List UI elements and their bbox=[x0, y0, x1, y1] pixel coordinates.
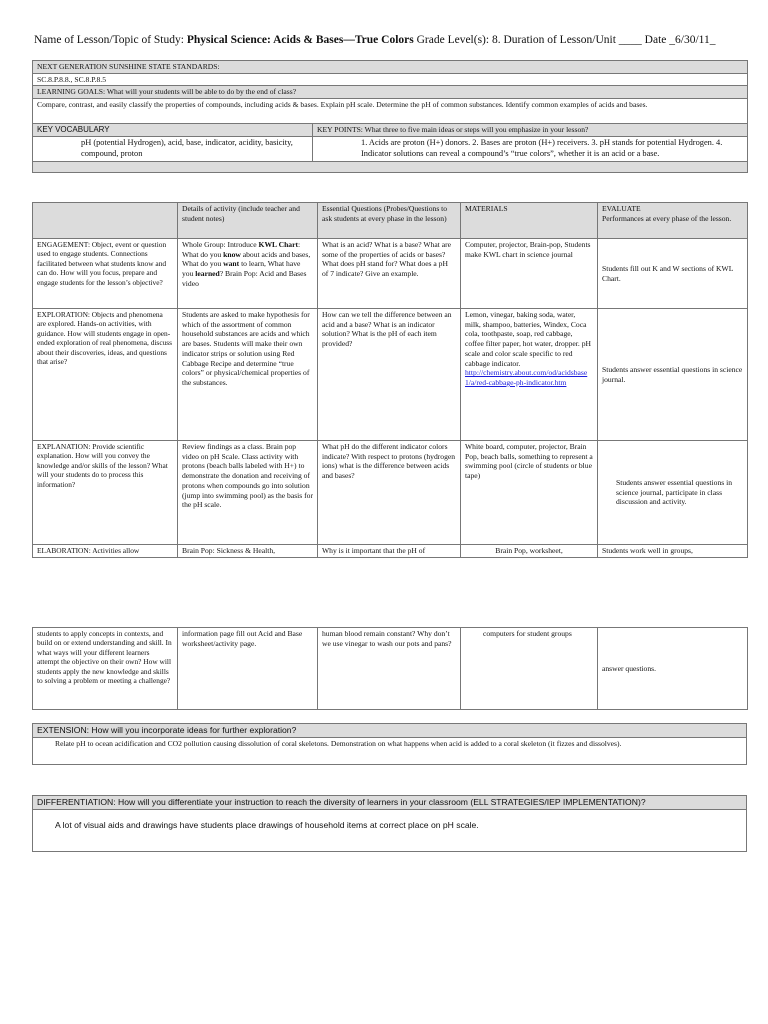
date-value: _6/30/11_ bbox=[669, 34, 716, 46]
standards-heading: NEXT GENERATION SUNSHINE STATE STANDARDS: bbox=[33, 61, 748, 74]
exploration-label: EXPLORATION: Objects and phenomena are explored. Hands-on activities, with guidance. How will students engage in open-ended exploration of real phenomena, discuss about their discoveries, ideas, and questions that arise? bbox=[33, 309, 178, 441]
elaboration-evaluate-bottom: answer questions. bbox=[598, 628, 748, 710]
phase-blank-header bbox=[33, 203, 178, 239]
explanation-materials: White board, computer, projector, Brain Pop, beach balls, something to represent a swimming pool (circle of students or blue tape) bbox=[461, 441, 598, 545]
lesson-label: Name of Lesson/Topic of Study: bbox=[34, 34, 184, 46]
elaboration-questions-bottom: human blood remain constant? Why don’t we use vinegar to wash our pots and pans? bbox=[318, 628, 461, 710]
elaboration-materials-top: Brain Pop, worksheet, bbox=[461, 545, 598, 558]
elaboration-materials-bottom: computers for student groups bbox=[461, 628, 598, 710]
questions-header: Essential Questions (Probes/Questions to ask students at every phase in the lesson) bbox=[318, 203, 461, 239]
explanation-evaluate: Students answer essential questions in science journal, participate in class discussion and activity. bbox=[598, 441, 748, 545]
duration-label: Duration of Lesson/Unit ____ bbox=[503, 34, 642, 46]
engagement-details: Whole Group: Introduce KWL Chart: What do you know about acids and bases, What do you want to learn, What have you learned? Brain Pop: Acid and Bases video bbox=[178, 239, 318, 309]
elaboration-questions-top: Why is it important that the pH of bbox=[318, 545, 461, 558]
engagement-questions: What is an acid? What is a base? What are some of the properties of acids or bases? What does pH stand for? What does a pH of 7 indicate? Give an example. bbox=[318, 239, 461, 309]
evaluate-title: EVALUATE bbox=[602, 204, 641, 213]
goals-heading: LEARNING GOALS: What will your students will be able to do by the end of class? bbox=[33, 86, 748, 99]
goals-text: Compare, contrast, and easily classify the properties of compounds, including acids & bases. Explain pH scale. Determine the pH of common substances. Identify common examples of acids and bases. bbox=[33, 99, 748, 124]
keypoints-text: 1. Acids are proton (H+) donors. 2. Bases are proton (H+) receivers. 3. pH stands for potential Hydrogen. 4. Indicator solutions can reveal a compound’s “true colors”, whether it is an acid or a base. bbox=[313, 137, 748, 162]
materials-header: MATERIALS bbox=[461, 203, 598, 239]
phases-table bbox=[32, 202, 748, 558]
vocab-text: pH (potential Hydrogen), acid, base, indicator, acidity, basicity, compound, proton bbox=[33, 137, 313, 162]
explanation-label: EXPLANATION: Provide scientific explanation. How will you convey the knowledge and/or skills of the lesson? What will your students do to process this information? bbox=[33, 441, 178, 545]
grade-value: 8. bbox=[491, 34, 501, 46]
exploration-evaluate: Students answer essential questions in science journal. bbox=[598, 309, 748, 441]
elaboration-label-bottom: students to apply concepts in contexts, and build on or extend understanding and skill. In what ways will your different learners attempt the objective on their own? How will students apply the new knowledge and skills to solving a problem or meeting a challenge? bbox=[33, 628, 178, 710]
elaboration-continued-table bbox=[32, 627, 748, 710]
engagement-evaluate: Students fill out K and W sections of KWL Chart. bbox=[598, 239, 748, 309]
explanation-details: Review findings as a class. Brain pop video on pH Scale. Class activity with protons (beach balls labeled with H+) to demonstrate the donation and receiving of protons when compounds go into solution (jump into swimming pool) as the basis for the pH scale. bbox=[178, 441, 318, 545]
exploration-details: Students are asked to make hypothesis for which of the assortment of common household substances are acids and which are bases. Students will make their own indicator strips or solution using Red Cabbage Recipe and determine “true colors” or physical/chemical properties of the substances. bbox=[178, 309, 318, 441]
keypoints-heading: KEY POINTS: What three to five main ideas or steps will you emphasize in your lesson? bbox=[313, 124, 748, 137]
differentiation-table bbox=[32, 795, 747, 852]
differentiation-text: A lot of visual aids and drawings have students place drawings of household items at correct place on pH scale. bbox=[33, 810, 747, 852]
blank-row bbox=[33, 161, 748, 172]
engagement-materials: Computer, projector, Brain-pop, Students make KWL chart in science journal bbox=[461, 239, 598, 309]
grade-label: Grade Level(s): bbox=[416, 34, 490, 46]
elaboration-evaluate-top: Students work well in groups, bbox=[598, 545, 748, 558]
elaboration-details-bottom: information page fill out Acid and Base worksheet/activity page. bbox=[178, 628, 318, 710]
extension-heading: EXTENSION: How will you incorporate ideas for further exploration? bbox=[33, 724, 747, 738]
evaluate-header bbox=[598, 203, 748, 239]
exploration-questions: How can we tell the difference between an acid and a base? What is an indicator solution? What is the pH of each item provided? bbox=[318, 309, 461, 441]
elaboration-label-top: ELABORATION: Activities allow bbox=[33, 545, 178, 558]
red-cabbage-link[interactable]: http://chemistry.about.com/od/acidsbase1/a/red-cabbage-ph-indicator.htm bbox=[465, 368, 588, 388]
exploration-materials: Lemon, vinegar, baking soda, water, milk, shampoo, batteries, Windex, Coca cola, toothpaste, soap, red cabbage, coffee filter paper, hot water, dropper. pH scale and color scale specific to red cabbage indicator. http://chemistry.about.com/od/acidsbase1/a/red-cabbage-ph-indicator.htm bbox=[461, 309, 598, 441]
lesson-title: Physical Science: Acids & Bases—True Colors bbox=[186, 34, 414, 46]
standards-value: SC.8.P.8.8., SC.8.P.8.5 bbox=[33, 73, 748, 86]
elaboration-details-top: Brain Pop: Sickness & Health, bbox=[178, 545, 318, 558]
extension-table bbox=[32, 723, 747, 765]
standards-table bbox=[32, 60, 748, 173]
extension-text: Relate pH to ocean acidification and CO2 pollution causing dissolution of coral skeletons. Demonstration on what happens when acid is added to a coral skeleton (it fizzes and dissolves). bbox=[33, 738, 747, 765]
explanation-questions: What pH do the different indicator colors indicate? With respect to protons (hydrogen ions) what is the difference between acids and bases? bbox=[318, 441, 461, 545]
details-header: Details of activity (include teacher and student notes) bbox=[178, 203, 318, 239]
vocab-heading: KEY VOCABULARY bbox=[33, 124, 313, 137]
engagement-label: ENGAGEMENT: Object, event or question used to engage students. Connections facilitated between what students know and can do. How will you focus, prepare and engage students for the lesson’s objective? bbox=[33, 239, 178, 309]
lesson-header bbox=[34, 34, 754, 46]
evaluate-sub: Performances at every phase of the lesson. bbox=[602, 213, 732, 223]
differentiation-heading: DIFFERENTIATION: How will you differentiate your instruction to reach the diversity of learners in your classroom (ELL STRATEGIES/IEP IMPLEMENTATION)? bbox=[33, 796, 747, 810]
date-label: Date bbox=[644, 34, 667, 46]
